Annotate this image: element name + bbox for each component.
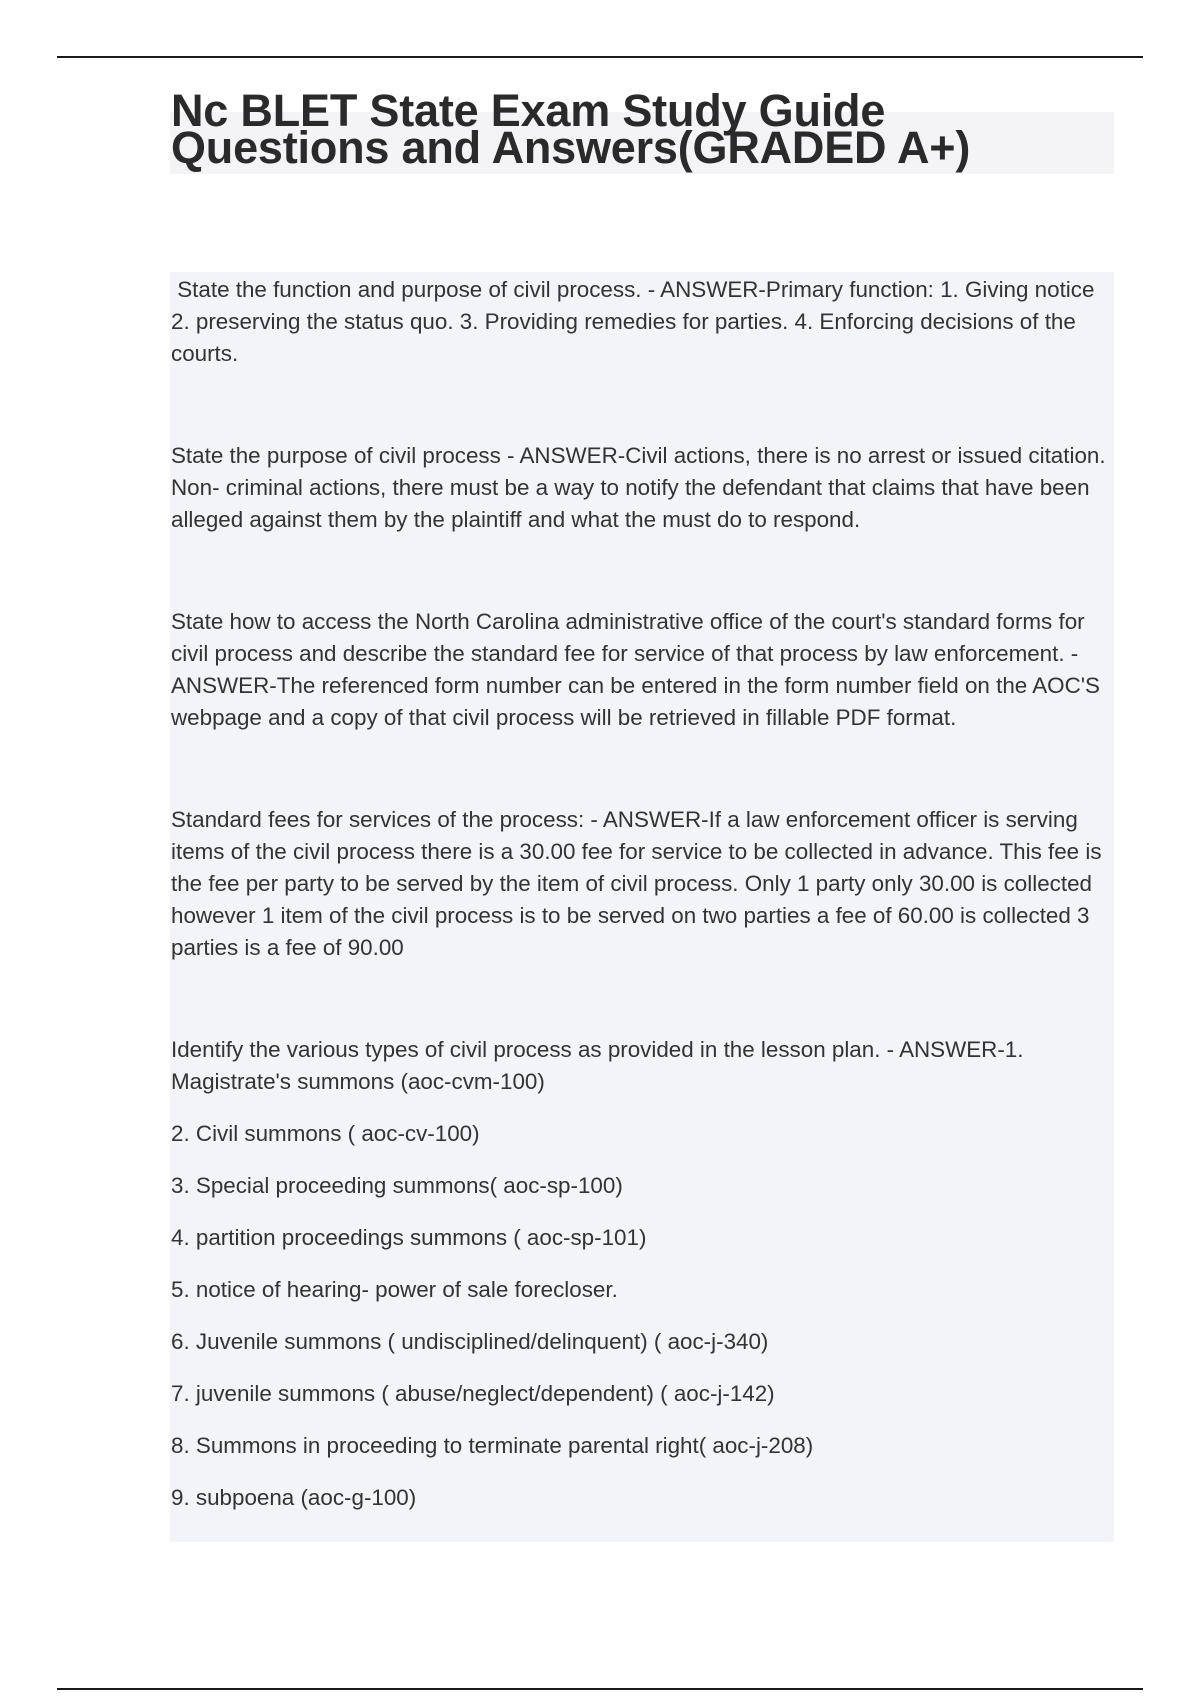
list-item: 8. Summons in proceeding to terminate parental right( aoc-j-208) xyxy=(171,1433,814,1458)
list-item: 4. partition proceedings summons ( aoc-sp-101) xyxy=(171,1225,647,1250)
title-line-2: Questions and Answers(GRADED A+) xyxy=(171,122,971,173)
qa-paragraph-5: Identify the various types of civil process as provided in the lesson plan. - ANSWER-1. Magistrate's summons (aoc-cvm-100) xyxy=(171,1037,1024,1094)
list-item: 5. notice of hearing- power of sale forecloser. xyxy=(171,1277,618,1302)
qa-paragraph-3: State how to access the North Carolina administrative office of the court's standard forms for civil process and describe the standard fee for service of that process by law enforcement. - ANSWER-The referenced form number can be entered in the form number field on the AOC'S webpage and a copy of that civil process will be retrieved in fillable PDF format. xyxy=(171,609,1100,730)
list-item: 9. subpoena (aoc-g-100) xyxy=(171,1485,417,1510)
title-line-1: Nc BLET State Exam Study Guide xyxy=(171,85,886,136)
qa-paragraph-1: State the function and purpose of civil process. - ANSWER-Primary function: 1. Giving notice 2. preserving the status quo. 3. Providing remedies for parties. 4. Enforcing decisions of the courts. xyxy=(171,277,1101,366)
list-item: 3. Special proceeding summons( aoc-sp-100) xyxy=(171,1173,623,1198)
list-item: 7. juvenile summons ( abuse/neglect/dependent) ( aoc-j-142) xyxy=(171,1381,775,1406)
bottom-divider xyxy=(57,1688,1143,1690)
list-item: 2. Civil summons ( aoc-cv-100) xyxy=(171,1121,480,1146)
qa-paragraph-2: State the purpose of civil process - ANSWER-Civil actions, there is no arrest or issued citation. Non- criminal actions, there must be a way to notify the defendant that claims that have been alleged against them by the plaintiff and what the must do to respond. xyxy=(171,443,1106,532)
top-divider xyxy=(57,56,1143,58)
document-body xyxy=(171,274,1111,1534)
civil-process-list xyxy=(171,1118,1111,1514)
document-title xyxy=(171,85,1121,173)
qa-paragraph-4: Standard fees for services of the process: - ANSWER-If a law enforcement officer is serving items of the civil process there is a 30.00 fee for service to be collected in advance. This fee is the fee per party to be served by the item of civil process. Only 1 party only 30.00 is collected however 1 item of the civil process is to be served on two parties a fee of 60.00 is collected 3 parties is a fee of 90.00 xyxy=(171,807,1102,960)
list-item: 6. Juvenile summons ( undisciplined/delinquent) ( aoc-j-340) xyxy=(171,1329,769,1354)
